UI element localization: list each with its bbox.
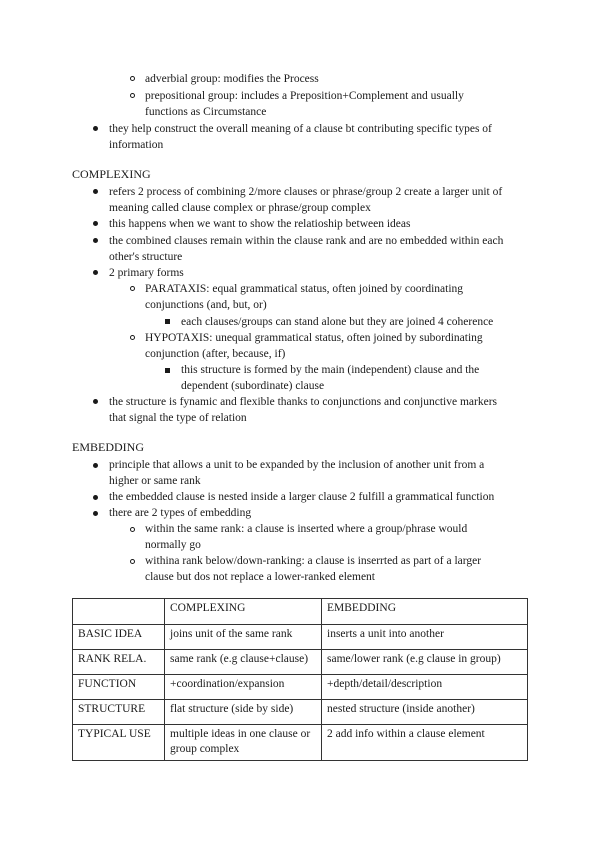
list-item-text: within the same rank: a clause is inserted where a group/phrase would [145,523,468,535]
hollow-bullet-icon [130,335,135,340]
bullet-icon [93,238,98,243]
table-row-label: RANK RELA. [73,650,165,675]
hollow-bullet-icon [130,93,135,98]
list-item-text: this structure is formed by the main (independent) clause and the [181,364,480,376]
table-row-label: FUNCTION [73,675,165,700]
table-row-label: STRUCTURE [73,700,165,725]
table-row [73,725,528,761]
square-bullet-icon [165,368,170,373]
list-item-text: normally go [145,539,201,551]
list-item-text: conjunctions (and, but, or) [145,299,267,311]
table-header-cell: COMPLEXING [165,599,322,625]
list-item-text: this happens when we want to show the relatioship between ideas [109,218,411,230]
hollow-bullet-icon [130,286,135,291]
list-item-text: the structure is fynamic and flexible thanks to conjunctions and conjunctive markers [109,396,498,408]
list-item-text: there are 2 types of embedding [109,507,252,519]
table-header-cell: EMBEDDING [322,599,528,625]
list-item-text: other's structure [109,251,183,263]
list-item-text: the embedded clause is nested inside a larger clause 2 fulfill a grammatical function [109,491,495,503]
table-row [73,625,528,650]
table-cell: +depth/detail/description [322,675,528,700]
hollow-bullet-icon [130,76,135,81]
bullet-icon [93,126,98,131]
list-item-text: higher or same rank [109,475,201,487]
section-heading-embedding: EMBEDDING [72,440,144,454]
section-heading-complexing: COMPLEXING [72,167,151,181]
table-cell: same rank (e.g clause+clause) [165,650,322,675]
list-item-text: the combined clauses remain within the clause rank and are no embedded within each [109,235,504,247]
hollow-bullet-icon [130,559,135,564]
list-item-text: each clauses/groups can stand alone but they are joined 4 coherence [181,316,494,328]
list-item-text: prepositional group: includes a Preposition+Complement and usually [145,90,464,102]
table-cell: flat structure (side by side) [165,700,322,725]
table-row-label: TYPICAL USE [73,725,165,761]
hollow-bullet-icon [130,527,135,532]
list-item-text: PARATAXIS: equal grammatical status, often joined by coordinating [145,283,464,295]
bullet-icon [93,221,98,226]
list-item-text: principle that allows a unit to be expanded by the inclusion of another unit from a [109,459,485,471]
table-row [73,650,528,675]
list-item-text: conjunction (after, because, if) [145,348,286,360]
table-cell: 2 add info within a clause element [322,725,528,761]
table-row [73,675,528,700]
square-bullet-icon [165,319,170,324]
list-item-text: meaning called clause complex or phrase/group complex [109,202,371,214]
bullet-icon [93,189,98,194]
bullet-icon [93,495,98,500]
list-item-text: they help construct the overall meaning of a clause bt contributing specific types of [109,123,492,135]
table-cell: nested structure (inside another) [322,700,528,725]
bullet-icon [93,463,98,468]
table-row [73,700,528,725]
list-item-text: HYPOTAXIS: unequal grammatical status, often joined by subordinating [145,332,483,344]
list-item-text: refers 2 process of combining 2/more clauses or phrase/group 2 create a larger unit of [109,186,503,198]
bullet-icon [93,511,98,516]
table-cell: multiple ideas in one clause or group complex [165,725,322,761]
list-item-text: adverbial group: modifies the Process [145,73,319,85]
table-cell: inserts a unit into another [322,625,528,650]
list-item-text: dependent (subordinate) clause [181,380,325,392]
list-item-text: withina rank below/down-ranking: a clause is inserrted as part of a larger [145,555,482,567]
list-item-text: that signal the type of relation [109,412,247,424]
list-item-text: functions as Circumstance [145,106,267,118]
comparison-table [72,598,528,761]
list-item-text: information [109,139,164,151]
table-header-row [73,599,528,625]
table-cell: same/lower rank (e.g clause in group) [322,650,528,675]
table-cell: joins unit of the same rank [165,625,322,650]
table-header-cell [73,599,165,625]
bullet-icon [93,399,98,404]
bullet-icon [93,270,98,275]
list-item-text: clause but dos not replace a lower-ranked element [145,571,375,583]
table-cell: +coordination/expansion [165,675,322,700]
list-item-text: 2 primary forms [109,267,184,279]
table-row-label: BASIC IDEA [73,625,165,650]
